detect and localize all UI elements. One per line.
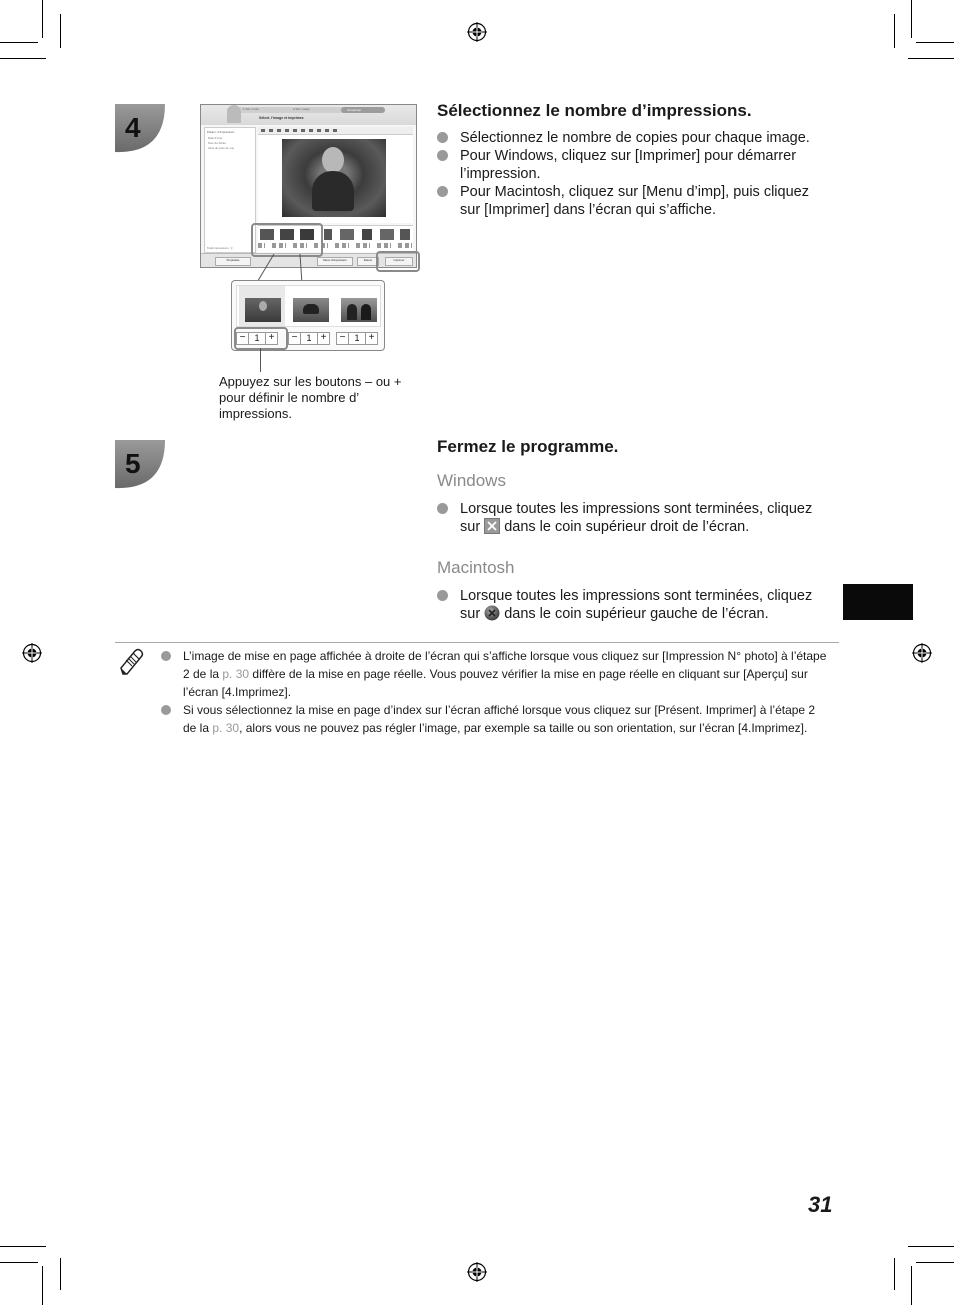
step-number-badge xyxy=(115,104,165,154)
windows-subheading: Windows xyxy=(437,471,506,490)
registration-mark-icon xyxy=(912,643,932,663)
copies-counter xyxy=(288,331,336,345)
thumb-photo[interactable] xyxy=(341,298,377,322)
print-button-highlight xyxy=(376,251,420,272)
copies-counter xyxy=(336,331,384,345)
mascot-icon xyxy=(227,105,241,123)
option-checkbox[interactable]: Infos de prise de vue xyxy=(208,146,234,150)
registration-mark-icon xyxy=(22,643,42,663)
app-header xyxy=(201,105,416,125)
note-item: L’image de mise en page affichée à droite de l’écran qui s’affiche lorsque vous cliquez sur [Impression N° photo] à l’étape 2 de la p. 30 diffère de la mise en page réelle. Vous pouvez vérifier la mise en page réelle en cliquant sur [Aperçu] sur l’écran [4.Imprimez]. xyxy=(161,647,831,701)
callout-text: Appuyez sur les boutons – ou + pour définir le nombre d’ impressions. xyxy=(219,374,402,421)
copies-value[interactable]: 1 xyxy=(301,332,317,345)
window-title: Sélect. l'image et imprimez xyxy=(259,116,304,120)
counter-highlight xyxy=(234,327,288,350)
increment-button[interactable]: + xyxy=(317,332,330,345)
back-button[interactable]: Retour xyxy=(357,257,379,266)
toolbar xyxy=(258,127,413,135)
increment-button[interactable]: + xyxy=(265,332,278,345)
decrement-button[interactable]: − xyxy=(336,332,349,345)
decrement-button[interactable]: − xyxy=(236,332,249,345)
step-bullets xyxy=(437,129,832,219)
page-number: 31 xyxy=(808,1192,833,1217)
thumb-photo[interactable] xyxy=(245,298,281,322)
notes-divider xyxy=(115,642,839,643)
option-checkbox[interactable]: Date d'impr. xyxy=(208,136,223,140)
page-reference-link[interactable]: p. 30 xyxy=(222,667,250,681)
bullet-item: Lorsque toutes les impressions sont terminées, cliquez sur dans le coin supérieur gauche de l’écran. xyxy=(437,587,832,623)
windows-bullets xyxy=(437,500,832,536)
section-tab xyxy=(843,584,913,620)
macintosh-subheading: Macintosh xyxy=(437,558,515,577)
callout-line xyxy=(260,348,261,372)
left-panel xyxy=(204,127,256,253)
registration-mark-icon xyxy=(467,1262,487,1282)
thumb-photo[interactable] xyxy=(293,298,329,322)
step-tab: 1.Sél. mode xyxy=(243,107,260,111)
notes-list xyxy=(161,647,831,737)
registration-mark-icon xyxy=(467,22,487,42)
step-tab-active: 3.Imprimer xyxy=(341,107,385,113)
print-button[interactable]: Imprimer xyxy=(385,257,413,266)
bullet-item: Pour Windows, cliquez sur [Imprimer] pour démarrer l’impression. xyxy=(437,147,832,183)
step-tab: 2.Sél. image xyxy=(293,107,310,111)
preview-area xyxy=(258,135,413,223)
increment-button[interactable]: + xyxy=(365,332,378,345)
close-x-icon xyxy=(484,518,500,534)
left-panel-title: Param. d'impression xyxy=(207,130,235,134)
copies-value[interactable]: 1 xyxy=(249,332,265,345)
page-reference-link[interactable]: p. 30 xyxy=(212,721,240,735)
step-number-badge xyxy=(115,440,165,490)
total-label: Total impressions : 3 xyxy=(207,246,233,250)
note-item: Si vous sélectionnez la mise en page d’index sur l’écran affiché lorsque vous cliquez sur [Présent. Imprimer] à l’étape 2 de la p. 30, alors vous ne pouvez pas régler l’image, par exemple sa taille ou son orientation, sur l’écran [4.Imprimez]. xyxy=(161,701,831,737)
option-checkbox[interactable]: Nom de fichier xyxy=(208,141,227,145)
step-number: 5 xyxy=(125,448,141,479)
bullet-item: Sélectionnez le nombre de copies pour chaque image. xyxy=(437,129,832,147)
print-menu-button[interactable]: Menu d'impression xyxy=(317,257,353,266)
decrement-button[interactable]: − xyxy=(288,332,301,345)
step-heading: Sélectionnez le nombre d’impressions. xyxy=(437,101,752,120)
properties-button[interactable]: Propriétés xyxy=(215,257,251,266)
bullet-item: Pour Macintosh, cliquez sur [Menu d’imp], puis cliquez sur [Imprimer] dans l’écran qui s’affiche. xyxy=(437,183,832,219)
macintosh-bullets xyxy=(437,587,832,623)
copies-value[interactable]: 1 xyxy=(349,332,365,345)
step-number: 4 xyxy=(125,112,141,143)
pencil-note-icon xyxy=(119,648,145,676)
mac-close-icon xyxy=(484,605,500,621)
zoom-thumbs xyxy=(236,285,381,327)
preview-photo xyxy=(282,139,386,217)
step-heading: Fermez le programme. xyxy=(437,437,619,456)
bullet-item: Lorsque toutes les impressions sont terminées, cliquez sur dans le coin supérieur droit de l’écran. xyxy=(437,500,832,536)
